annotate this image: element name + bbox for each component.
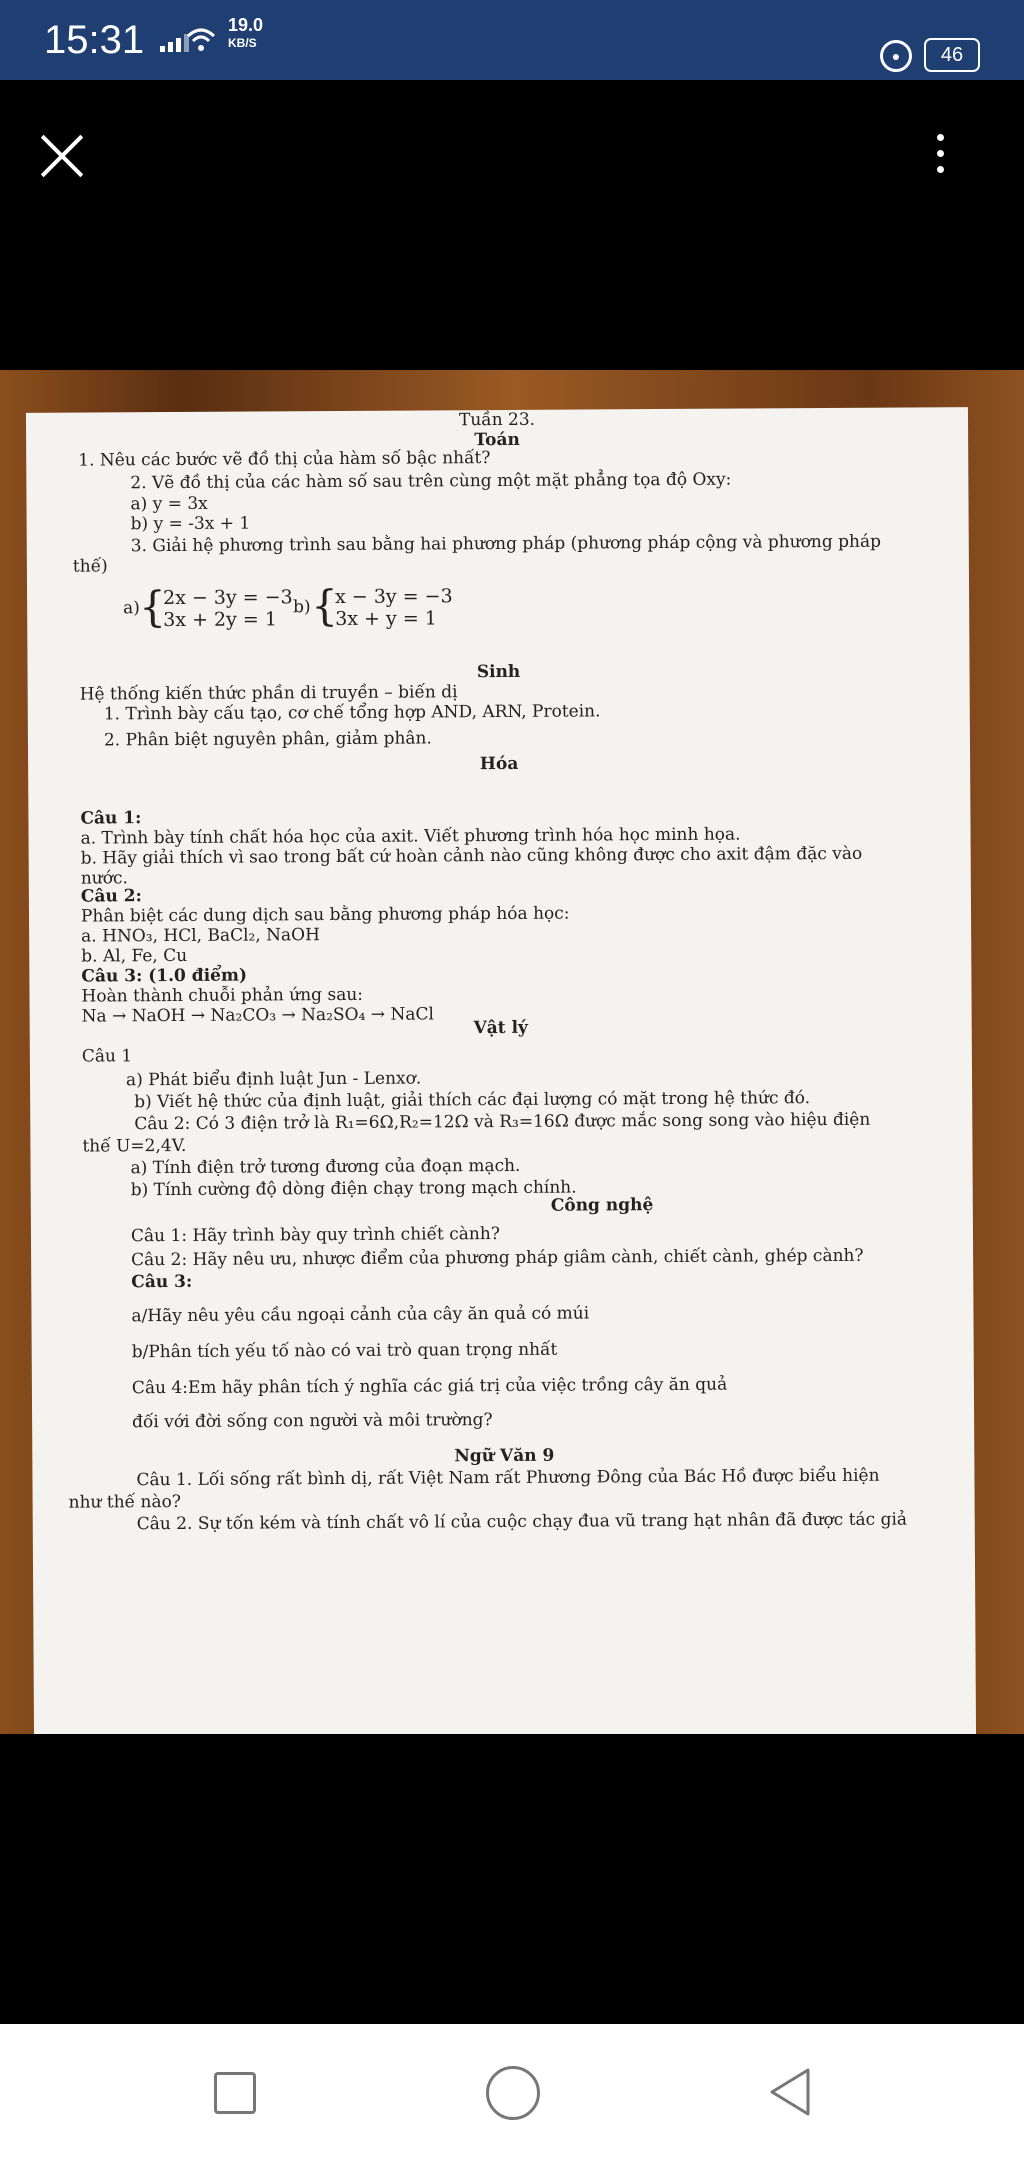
rotation-lock-icon: ● [880,40,912,72]
lit-title: Ngữ Văn 9 [454,1445,555,1467]
system-a-label: a) [123,598,140,619]
wifi-icon [186,26,216,54]
back-button[interactable] [766,2066,814,2118]
status-bar [0,0,1024,80]
phys-c2a: a) Tính điện trở tương đương của đoạn mạch. [130,1155,521,1179]
recent-apps-button[interactable] [214,2072,256,2114]
tech-c3: Câu 3: [131,1271,193,1293]
phys-c2-cont: thế U=2,4V. [82,1135,187,1157]
tech-c3b: b/Phân tích yếu tố nào có vai trò quan trọng nhất [131,1339,558,1363]
chem-c1b: b. Hãy giải thích vì sao trong bất cứ hoàn cảnh nào cũng không được cho axit đậm đặc vào [80,843,863,869]
math-title: Toán [474,429,520,451]
chem-c1: Câu 1: [80,808,142,829]
image-viewer [0,80,1024,2024]
chem-c2a: a. HNO₃, HCl, BaCl₂, NaOH [81,925,320,947]
chem-title: Hóa [479,753,519,775]
bio-intro: Hệ thống kiến thức phần di truyền – biến dị [79,682,458,705]
system-b-label: b) [293,597,311,618]
math-q3-cont: thế) [72,556,108,577]
close-icon[interactable] [38,132,86,180]
tech-c3a: a/Hãy nêu yêu cầu ngoại cảnh của cây ăn quả có múi [131,1303,590,1327]
chem-c3: Câu 3: (1.0 điểm) [81,965,248,987]
lit-c2: Câu 2. Sự tốn kém và tính chất vô lí của cuộc chạy đua vũ trang hạt nhân đã được tác giả [136,1509,908,1535]
bio-item-2: 2. Phân biệt nguyên phân, giảm phân. [103,728,432,751]
phys-c1a: a) Phát biểu định luật Jun - Lenxơ. [125,1068,422,1091]
chem-c2-text: Phân biệt các dung dịch sau bằng phương pháp hóa học: [80,903,570,927]
system-b-eq1: x − 3y = −3 [335,585,453,609]
system-b-eq2: 3x + y = 1 [335,607,437,631]
chem-c2: Câu 2: [80,886,142,907]
lit-c1-cont: như thế nào? [68,1491,181,1513]
math-q2: 2. Vẽ đồ thị của các hàm số sau trên cùng một mặt phẳng tọa độ Oxy: [130,469,732,494]
tech-c4-cont: đối với đời sống con người và môi trường? [132,1410,493,1433]
brace-icon: { [138,582,167,632]
phys-c2b: b) Tính cường độ dòng điện chạy trong mạch chính. [130,1177,577,1201]
tech-c1: Câu 1: Hãy trình bày quy trình chiết cành? [130,1224,500,1247]
chem-c2b: b. Al, Fe, Cu [81,945,188,967]
math-q1: 1. Nêu các bước vẽ đồ thị của hàm số bậc nhất? [78,448,491,471]
brace-icon: { [310,580,339,631]
phys-c2: Câu 2: Có 3 điện trở là R₁=6Ω,R₂=12Ω và R₃=16Ω được mắc song song vào hiệu điện [134,1109,871,1135]
tech-c4: Câu 4:Em hãy phân tích ý nghĩa các giá trị của việc trồng cây ăn quả [131,1374,728,1399]
math-q3: 3. Giải hệ phương trình sau bằng hai phương pháp (phương pháp cộng và phương pháp [130,531,882,557]
navigation-bar [0,2024,1024,2162]
math-q2a: a) y = 3x [130,493,208,515]
chem-c3-chain: Na → NaOH → Na₂CO₃ → Na₂SO₄ → NaCl [81,1004,434,1027]
phys-title: Vật lý [473,1017,528,1039]
chem-c1a: a. Trình bày tính chất hóa học của axit. Viết phương trình hóa học minh họa. [80,824,741,849]
math-q2b: b) y = -3x + 1 [130,513,251,535]
bio-title: Sinh [476,661,521,683]
system-a-eq2: 3x + 2y = 1 [163,608,277,632]
more-options-icon[interactable] [930,134,950,180]
phys-c1b: b) Viết hệ thức của định luật, giải thích các đại lượng có mặt trong hệ thức đó. [134,1088,811,1113]
chem-c1b-cont: nước. [80,868,128,889]
chem-c3-text: Hoàn thành chuỗi phản ứng sau: [81,984,364,1007]
tech-title: Công nghệ [550,1195,654,1216]
bio-item-1: 1. Trình bày cấu tạo, cơ chế tổng hợp AND, ARN, Protein. [103,701,601,725]
network-speed: 19.0 KB/S [228,15,264,50]
week-heading: Tuần 23. [458,409,536,431]
tech-c2: Câu 2: Hãy nêu ưu, nhược điểm của phương pháp giâm cành, chiết cành, ghép cành? [131,1245,864,1271]
worksheet-paper [26,407,976,1734]
home-button[interactable] [486,2066,540,2120]
phys-c1: Câu 1 [81,1046,133,1067]
system-a-eq1: 2x − 3y = −3 [163,586,293,610]
clock: 15:31 [44,18,145,62]
lit-c1: Câu 1. Lối sống rất bình dị, rất Việt Nam rất Phương Đông của Bác Hồ được biểu hiện [136,1465,880,1491]
battery-icon: 46 [924,38,980,72]
document-photo[interactable] [0,370,1024,1734]
